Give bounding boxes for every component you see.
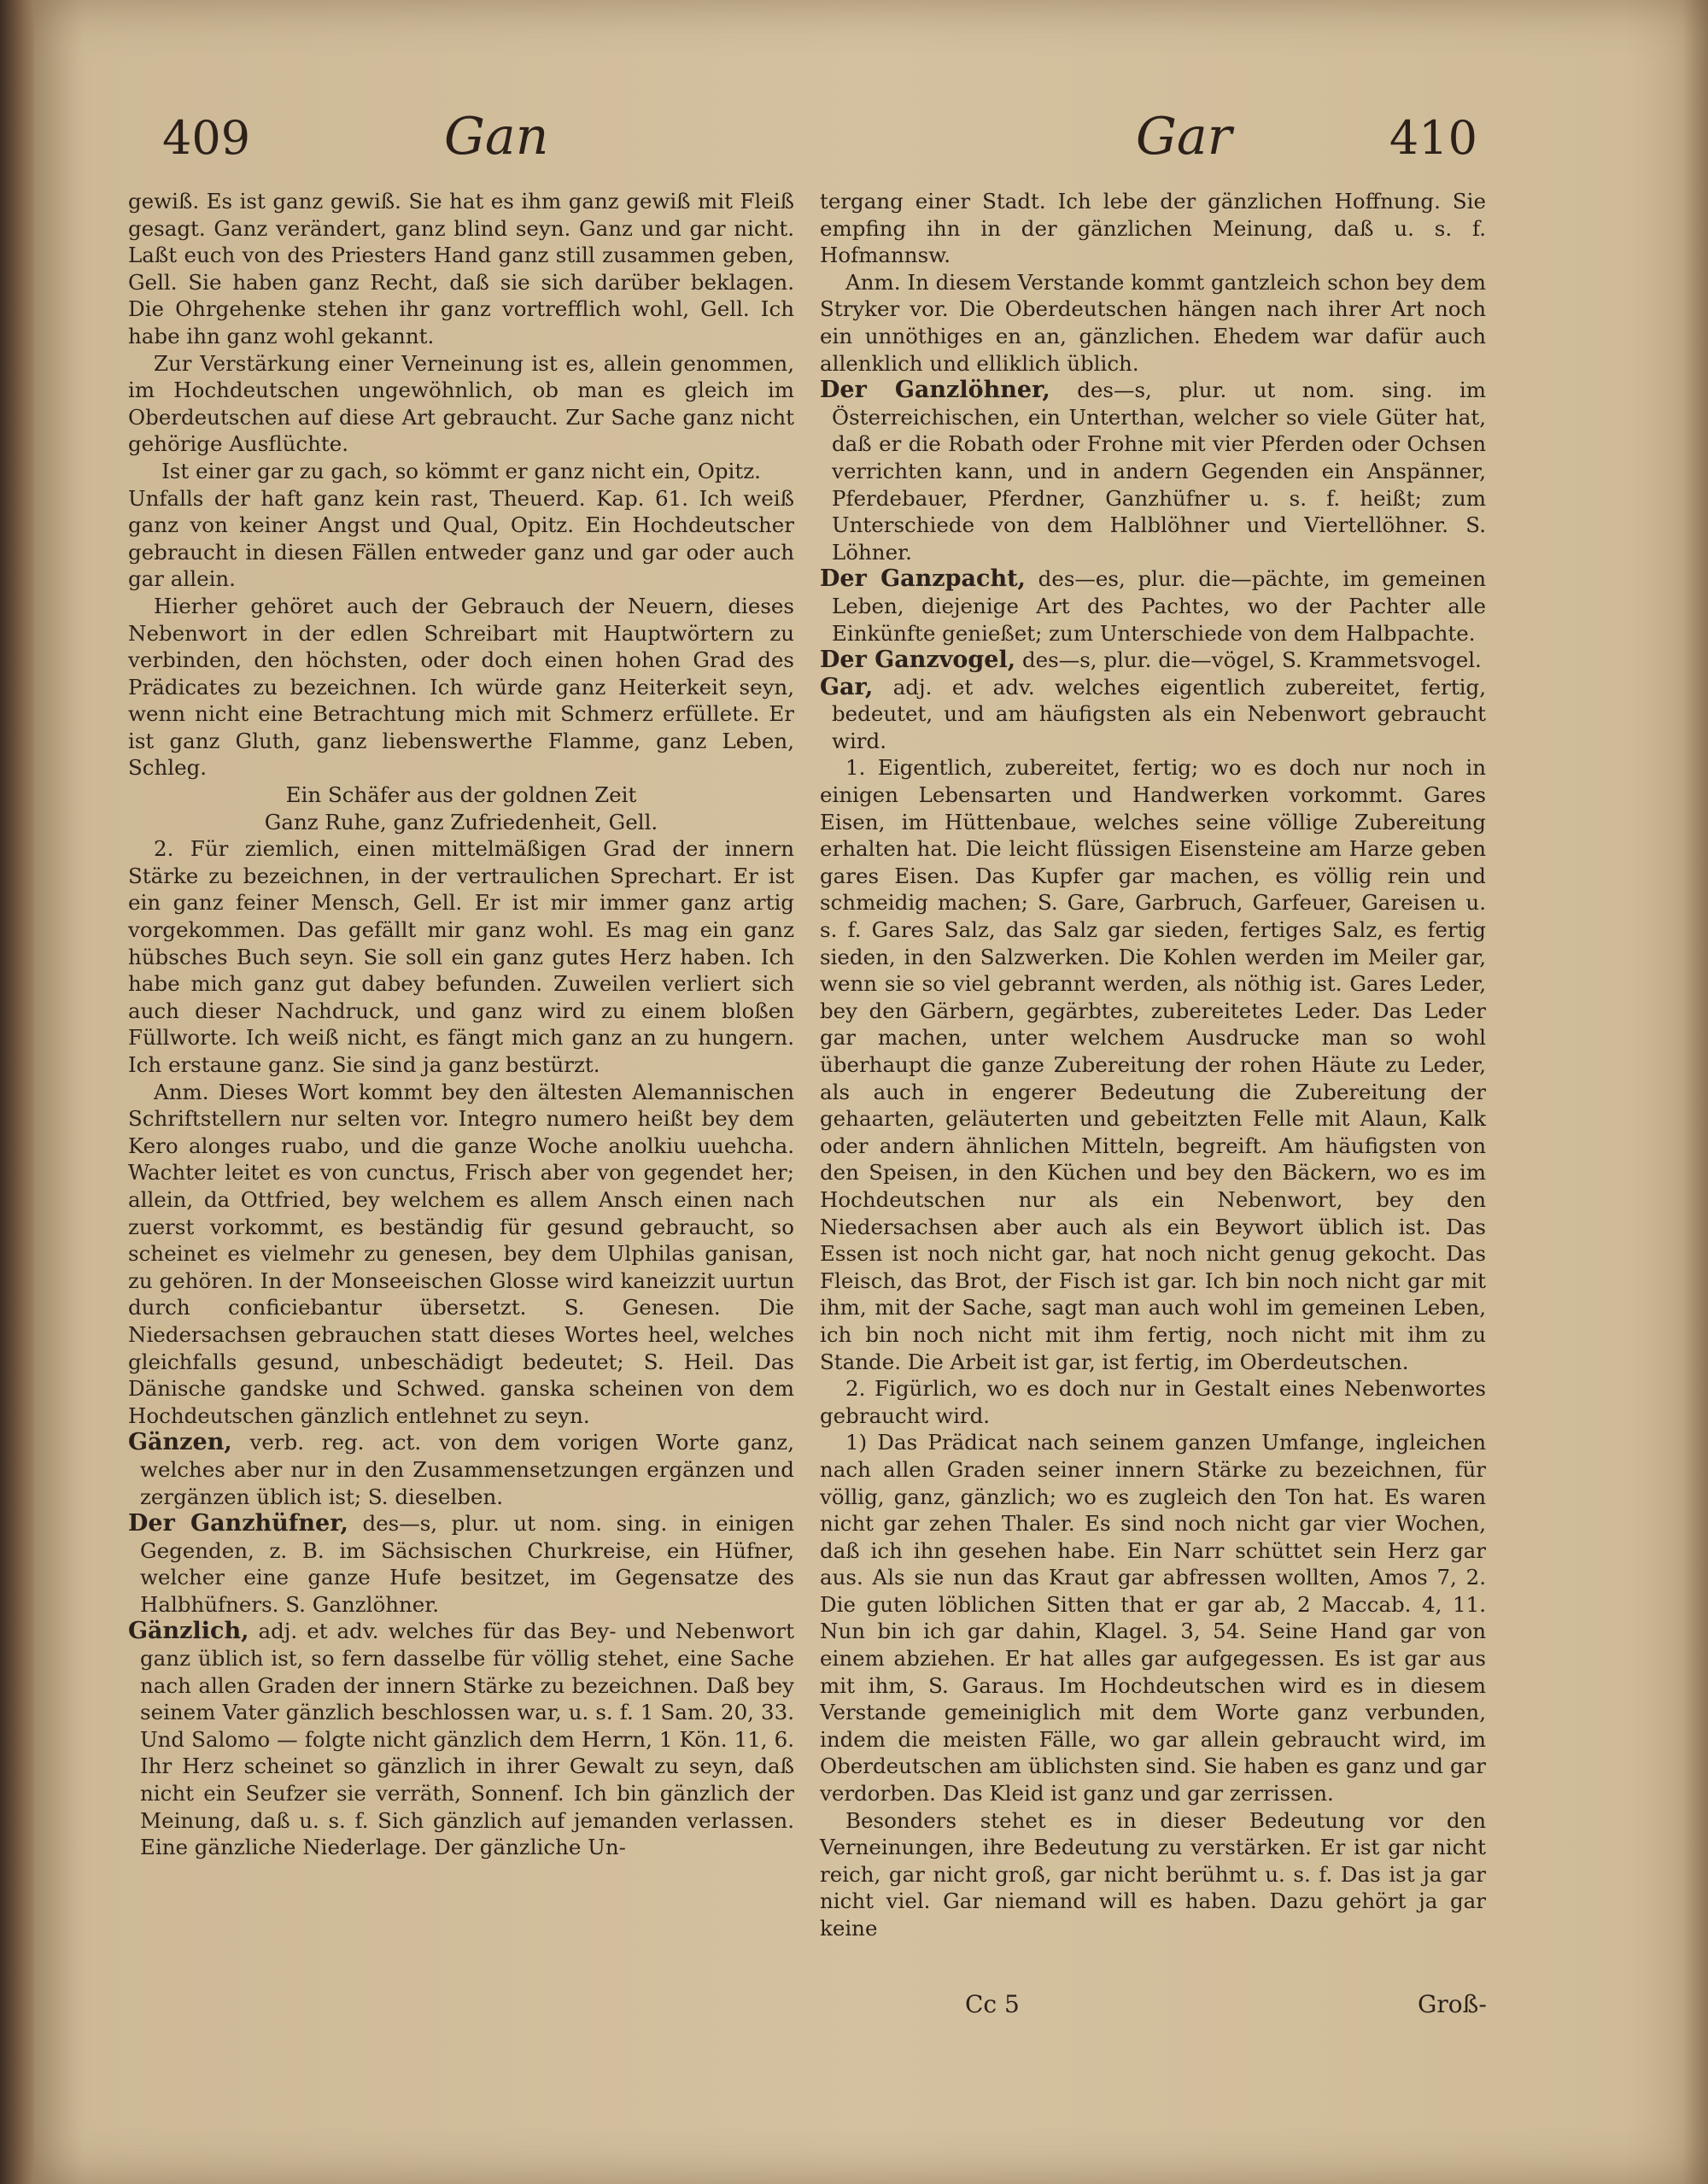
- right-column: [820, 188, 1486, 1942]
- annotation-paragraph: Anm. Dieses Wort kommt bey den ältesten Alemannischen Schriftstellern nur selten vor. Integro numero heißt bey dem Kero alonges ruabo, und die ganze Woche anolkiu uuehcha. Wachter leitet es von cunctus, Frisch aber von gegendet her; allein, da Ottfried, bey welchem es allem Ansch einen nach zuerst vorkommt, es beständig für gesund gebraucht, so scheinet es vielmehr zu genesen, bey dem Ulphilas ganisan, zu gehören. In der Monseeischen Glosse wird kaneizzit uurtun durch conficiebantur übersetzt. S. Genesen. Die Niedersachsen gebrauchen statt dieses Wortes heel, welches gleichfalls gesund, unbeschädigt bedeutet; S. Heil. Das Dänische gandske und Schwed. ganska scheinen von dem Hochdeutschen gänzlich entlehnet zu seyn.: [128, 1079, 794, 1428]
- dictionary-entry: [820, 647, 1486, 674]
- entry-text: des—s, plur. ut nom. sing. im Österreichischen, ein Unterthan, welcher so viele Güter hat, daß er die Robath oder Frohne mit vier Pferden oder Ochsen verrichten kann, und in andern Gegenden ein Anspänner, Pferdebauer, Pferdner, Ganzhüfner u. s. f. heißt; zum Unterschiede von dem Halblöhner und Viertellöhner. S. Löhner.: [832, 378, 1486, 565]
- dictionary-entry: [128, 1429, 794, 1510]
- right-running-head: Gar: [1136, 107, 1232, 167]
- left-page-number: 409: [162, 111, 251, 165]
- entry-text: verb. reg. act. von dem vorigen Worte ganz, welches aber nur in den Zusammensetzungen ergänzen und zergänzen üblich ist; S. dieselben.: [140, 1430, 794, 1509]
- entry-headword: Gänzlich,: [128, 1618, 249, 1645]
- dictionary-entry: [820, 565, 1486, 647]
- right-page-number: 410: [1389, 111, 1477, 165]
- catchword: Groß-: [1418, 1990, 1487, 2018]
- paragraph: Unfalls der haft ganz kein rast, Theuerd. Kap. 61. Ich weiß ganz von keiner Angst und Qual, Opitz. Ein Hochdeutscher gebraucht in diesen Fällen entweder ganz und gar oder auch gar allein.: [128, 485, 794, 592]
- entry-headword: Der Ganzpacht,: [820, 565, 1026, 593]
- entry-text: des—s, plur. ut nom. sing. in einigen Gegenden, z. B. im Sächsischen Churkreise, ein Hüfner, welcher eine ganze Hufe besitzet, im Gegensatze des Halbhüfners. S. Ganzlöhner.: [140, 1511, 794, 1617]
- dictionary-entry: [128, 1618, 794, 1860]
- entry-headword: Gar,: [820, 673, 874, 700]
- printer-signature: Cc 5: [965, 1990, 1020, 2018]
- paragraph: 2. Für ziemlich, einen mittelmäßigen Grad der innern Stärke zu bezeichnen, in der vertraulichen Sprechart. Er ist ein ganz feiner Mensch, Gell. Er ist mir immer ganz artig vorgekommen. Das gefällt mir ganz wohl. Es mag ein ganz hübsches Buch seyn. Sie soll ein ganz gutes Herz haben. Ich habe mich ganz gut dabey befunden. Zuweilen verliert sich auch dieser Nachdruck, und ganz wird zu einem bloßen Füllworte. Ich weiß nicht, es fängt mich ganz an zu hungern. Ich erstaune ganz. Sie sind ja ganz bestürzt.: [128, 836, 794, 1077]
- entry-text: adj. et adv. welches eigentlich zubereitet, fertig, bedeutet, und am häufigsten als ein Nebenwort gebraucht wird.: [832, 674, 1486, 753]
- entry-headword: Der Ganzhüfner,: [128, 1510, 348, 1537]
- page-edge-shadow: [1682, 0, 1708, 2184]
- left-column: [128, 188, 794, 1861]
- quotation-verse: Ganz Ruhe, ganz Zufriedenheit, Gell.: [264, 809, 658, 834]
- paragraph: tergang einer Stadt. Ich lebe der gänzlichen Hoffnung. Sie empfing ihn in der gänzlichen Meinung, daß u. s. f. Hofmannsw.: [820, 189, 1486, 268]
- dictionary-entry: [128, 1510, 794, 1618]
- book-spine: [0, 0, 34, 2184]
- dictionary-entry: [820, 377, 1486, 565]
- quotation-verse: Ist einer gar zu gach, so kömmt er ganz nicht ein, Opitz.: [161, 458, 761, 483]
- left-running-head: Gan: [444, 107, 549, 167]
- entry-headword: Gänzen,: [128, 1429, 232, 1456]
- annotation-paragraph: Anm. In diesem Verstande kommt gantzleich schon bey dem Stryker vor. Die Oberdeutschen hängen nach ihrer Art noch ein unnöthiges en an, gänzlichen. Ehedem war dafür auch allenklich und elliklich üblich.: [820, 269, 1486, 376]
- paragraph: 1) Das Prädicat nach seinem ganzen Umfange, ingleichen nach allen Graden seiner innern Stärke zu bezeichnen, für völlig, ganz, gänzlich; wo es zugleich den Ton hat. Es waren nicht gar zehen Thaler. Es sind noch nicht gar vier Wochen, daß ich ihn gesehen habe. Ein Narr schüttet sein Herz gar aus. Als sie nun das Kraut gar abfressen wollten, Amos 7, 2. Die guten löblichen Sitten that er gar ab, 2 Maccab. 4, 11. Nun bin ich gar dahin, Klagel. 3, 54. Seine Hand gar von einem abziehen. Er hat alles gar aufgegessen. Es ist gar aus mit ihm, S. Garaus. Im Hochdeutschen wird es in diesem Verstande gemeiniglich mit dem Worte ganz verbunden, indem die meisten Fälle, wo gar allein gebraucht wird, im Oberdeutschen am üblichsten sind. Sie haben es ganz und gar verdorben. Das Kleid ist ganz und gar zerrissen.: [820, 1430, 1486, 1806]
- dictionary-entry: [820, 674, 1486, 755]
- entry-text: des—s, plur. die—vögel, S. Krammetsvogel.: [1021, 647, 1482, 673]
- page-header: [128, 107, 1477, 179]
- entry-headword: Der Ganzlöhner,: [820, 377, 1050, 404]
- paragraph: 1. Eigentlich, zubereitet, fertig; wo es doch nur noch in einigen Lebensarten und Handwerken vorkommt. Gares Eisen, im Hüttenbaue, welches seine völlige Zubereitung erhalten hat. Die leicht flüssigen Eisensteine am Harze geben gares Eisen. Das Kupfer gar machen, es völlig rein und schmeidig machen; S. Gare, Garbruch, Garfeuer, Gareisen u. s. f. Gares Salz, das Salz gar sieden, fertiges Salz, es fertig sieden, in den Salzwerken. Die Kohlen werden im Meiler gar, wenn sie so viel gebrannt werden, als nöthig ist. Gares Leder, bey den Gärbern, gegärbtes, zubereitetes Leder. Das Leder gar machen, unter welchem Ausdrucke man so wohl überhaupt die ganze Zubereitung der rohen Häute zu Leder, als auch in engerer Bedeutung die Zubereitung der gehaarten, geläuterten und gebeitzten Felle mit Alaun, Kalk oder andern ähnlichen Mitteln, begreift. Am häufigsten von den Speisen, in den Küchen und bey den Bäckern, wo es im Hochdeutschen nur als ein Nebenwort, bey den Niedersachsen aber auch als ein Beywort üblich ist. Das Essen ist noch nicht gar, hat noch nicht genug gekocht. Das Fleisch, das Brot, der Fisch ist gar. Ich bin noch nicht gar mit ihm, mit der Sache, sagt man auch wohl im gemeinen Leben, ich bin noch nicht mit ihm fertig, noch nicht mit ihm zu Stande. Die Arbeit ist gar, ist fertig, im Oberdeutschen.: [820, 755, 1486, 1374]
- paragraph: Zur Verstärkung einer Verneinung ist es, allein genommen, im Hochdeutschen ungewöhnlich, ob man es gleich im Oberdeutschen auf diese Art gebraucht. Zur Sache ganz nicht gehörige Ausflüchte.: [128, 350, 794, 457]
- paragraph: Hierher gehöret auch der Gebrauch der Neuern, dieses Nebenwort in der edlen Schreibart mit Hauptwörtern zu verbinden, den höchsten, oder doch einen hohen Grad des Prädicates zu bezeichnen. Ich würde ganz Heiterkeit seyn, wenn nicht eine Betrachtung mich mit Schmerz erfüllete. Er ist ganz Gluth, ganz liebenswerthe Flamme, ganz Leben, Schleg.: [128, 593, 794, 781]
- entry-text: des—es, plur. die—pächte, im gemeinen Leben, diejenige Art des Pachtes, wo der Pachter alle Einkünfte genießet; zum Unterschiede von dem Halbpachte.: [832, 566, 1486, 646]
- paragraph: 2. Figürlich, wo es doch nur in Gestalt eines Nebenwortes gebraucht wird.: [820, 1376, 1486, 1428]
- entry-text: adj. et adv. welches für das Bey- und Nebenwort ganz üblich ist, so fern dasselbe für völlig stehet, eine Sache nach allen Graden der innern Stärke zu bezeichnen. Daß bey seinem Vater gänzlich beschlossen war, u. s. f. 1 Sam. 20, 33. Und Salomo — folgte nicht gänzlich dem Herrn, 1 Kön. 11, 6. Ihr Herz scheinet so gänzlich in ihrer Gewalt zu seyn, daß nicht ein Seufzer sie verräth, Sonnenf. Ich bin gänzlich der Meinung, daß u. s. f. Sich gänzlich auf jemanden verlassen. Eine gänzliche Niederlage. Der gänzliche Un-: [140, 1619, 794, 1860]
- entry-headword: Der Ganzvogel,: [820, 647, 1016, 674]
- paragraph: Besonders stehet es in dieser Bedeutung vor den Verneinungen, ihre Bedeutung zu verstärken. Er ist gar nicht reich, gar nicht groß, gar nicht berühmt u. s. f. Das ist ja gar nicht viel. Gar niemand will es haben. Dazu gehört ja gar keine: [820, 1807, 1486, 1941]
- quotation-verse: Ein Schäfer aus der goldnen Zeit: [285, 782, 637, 808]
- paragraph: gewiß. Es ist ganz gewiß. Sie hat es ihm ganz gewiß mit Fleiß gesagt. Ganz verändert, ganz blind seyn. Ganz und gar nicht. Laßt euch von des Priesters Hand ganz still zusammen geben, Gell. Sie haben ganz Recht, daß sie sich darüber beklagen. Die Ohrgehenke stehen ihr ganz vortrefflich wohl, Gell. Ich habe ihn ganz wohl gekannt.: [128, 189, 794, 348]
